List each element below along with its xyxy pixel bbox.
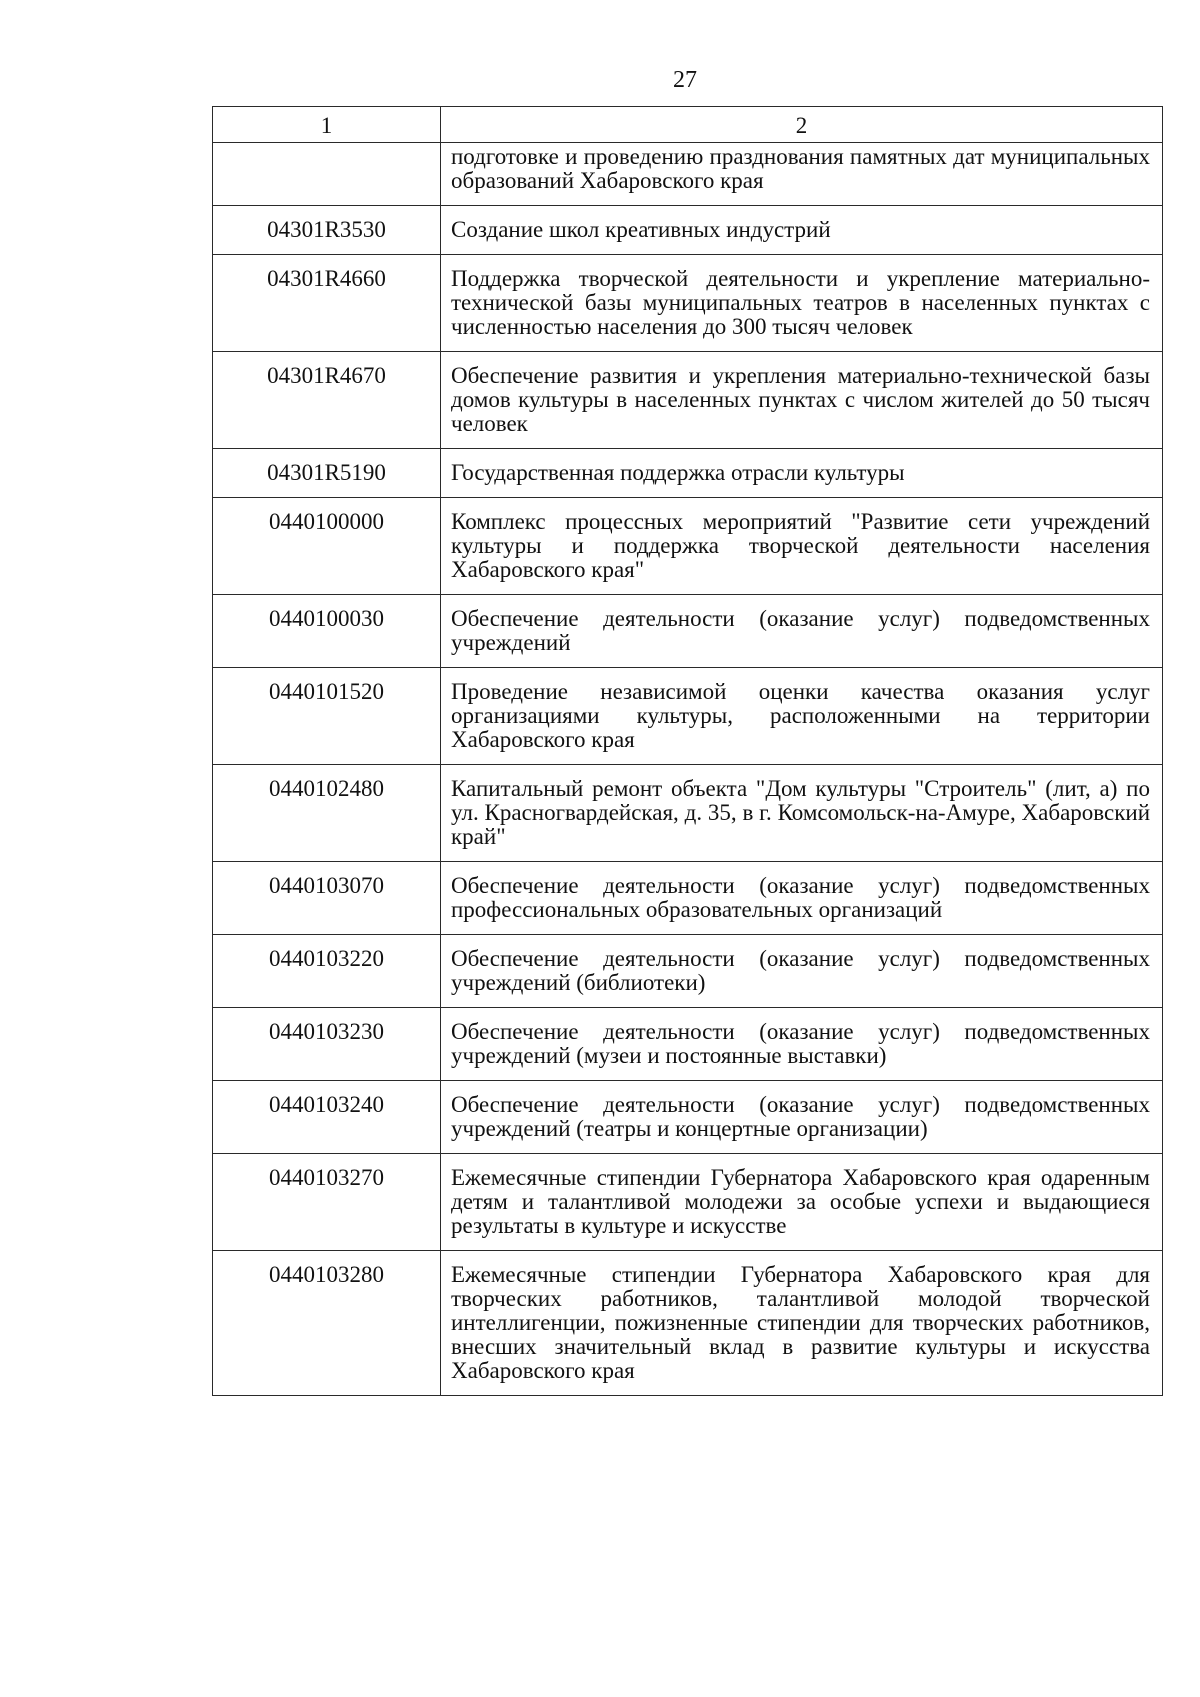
code-cell: 04301R4670 (213, 352, 441, 449)
description-cell: Обеспечение деятельности (оказание услуг) подведомственных учреждений (библиотеки) (441, 935, 1163, 1008)
code-cell: 0440102480 (213, 765, 441, 862)
description-cell: Проведение независимой оценки качества оказания услуг организациями культуры, расположенными на территории Хабаровского края (441, 668, 1163, 765)
table-row (213, 143, 1163, 206)
table-row (213, 498, 1163, 595)
code-cell: 0440103230 (213, 1008, 441, 1081)
code-cell: 0440103070 (213, 862, 441, 935)
description-cell: Обеспечение деятельности (оказание услуг) подведомственных учреждений (441, 595, 1163, 668)
code-cell: 0440100000 (213, 498, 441, 595)
code-cell: 0440103280 (213, 1251, 441, 1396)
table-row (213, 1008, 1163, 1081)
code-cell (213, 143, 441, 206)
description-cell: Обеспечение развития и укрепления материально-технической базы домов культуры в населенных пунктах с числом жителей до 50 тысяч человек (441, 352, 1163, 449)
page-number: 27 (673, 67, 697, 93)
table-row (213, 352, 1163, 449)
description-cell: подготовке и проведению празднования памятных дат муниципальных образований Хабаровского края (441, 143, 1163, 206)
table-row (213, 1081, 1163, 1154)
table-row (213, 1251, 1163, 1396)
table-row (213, 765, 1163, 862)
table-row (213, 862, 1163, 935)
code-cell: 04301R4660 (213, 255, 441, 352)
description-cell: Обеспечение деятельности (оказание услуг) подведомственных учреждений (театры и концертные организации) (441, 1081, 1163, 1154)
code-cell: 0440103240 (213, 1081, 441, 1154)
table-row (213, 255, 1163, 352)
code-cell: 0440103270 (213, 1154, 441, 1251)
table-row (213, 668, 1163, 765)
column-header-1: 1 (213, 107, 441, 143)
table-row (213, 935, 1163, 1008)
table-header-row (213, 107, 1163, 143)
table-row (213, 449, 1163, 498)
description-cell: Обеспечение деятельности (оказание услуг) подведомственных профессиональных образовательных организаций (441, 862, 1163, 935)
budget-code-table (212, 106, 1163, 1396)
description-cell: Капитальный ремонт объекта "Дом культуры "Строитель" (лит, а) по ул. Красногвардейская, д. 35, в г. Комсомольск-на-Амуре, Хабаровский край" (441, 765, 1163, 862)
column-header-2: 2 (441, 107, 1163, 143)
code-cell: 0440101520 (213, 668, 441, 765)
description-cell: Ежемесячные стипендии Губернатора Хабаровского края одаренным детям и талантливой молодежи за особые успехи и выдающиеся результаты в культуре и искусстве (441, 1154, 1163, 1251)
description-cell: Создание школ креативных индустрий (441, 206, 1163, 255)
code-cell: 04301R5190 (213, 449, 441, 498)
table-row (213, 1154, 1163, 1251)
description-cell: Комплекс процессных мероприятий "Развитие сети учреждений культуры и поддержка творческой деятельности населения Хабаровского края" (441, 498, 1163, 595)
code-cell: 04301R3530 (213, 206, 441, 255)
description-cell: Поддержка творческой деятельности и укрепление материально-технической базы муниципальных театров в населенных пунктах с численностью населения до 300 тысяч человек (441, 255, 1163, 352)
table-row (213, 595, 1163, 668)
description-cell: Обеспечение деятельности (оказание услуг) подведомственных учреждений (музеи и постоянные выставки) (441, 1008, 1163, 1081)
table-row (213, 206, 1163, 255)
description-cell: Ежемесячные стипендии Губернатора Хабаровского края для творческих работников, талантливой молодой творческой интеллигенции, пожизненные стипендии для творческих работников, внесших значительный вклад в развитие культуры и искусства Хабаровского края (441, 1251, 1163, 1396)
code-cell: 0440100030 (213, 595, 441, 668)
description-cell: Государственная поддержка отрасли культуры (441, 449, 1163, 498)
code-cell: 0440103220 (213, 935, 441, 1008)
